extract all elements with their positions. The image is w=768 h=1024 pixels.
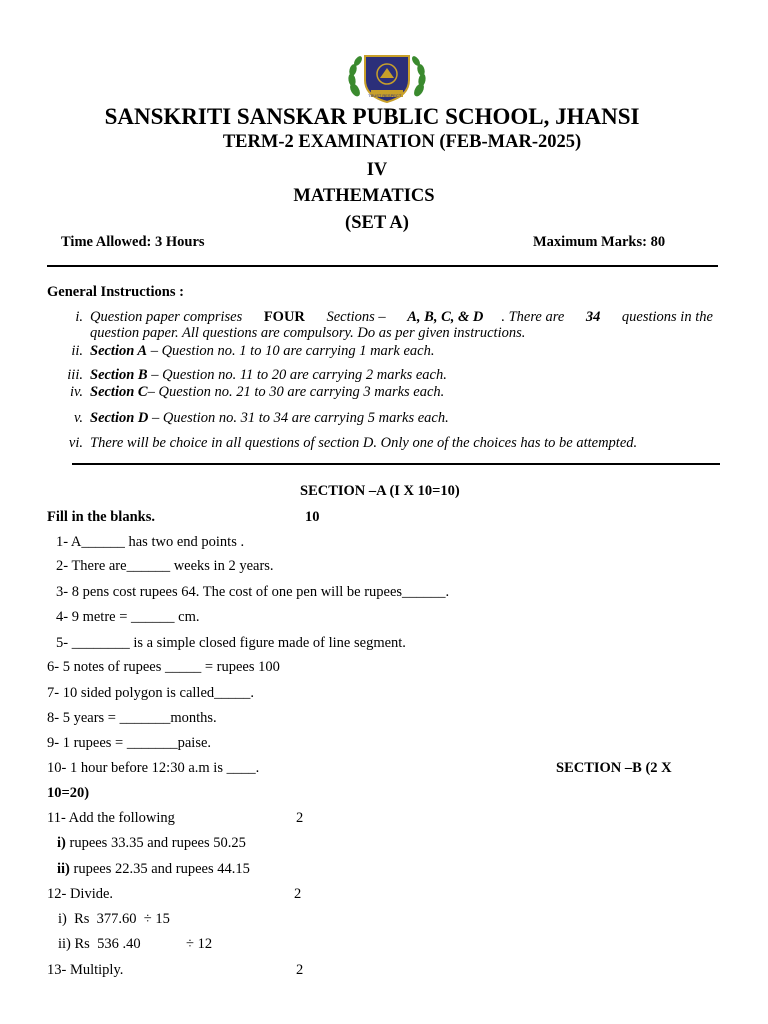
section-b-heading-cont: 10=20) xyxy=(47,785,90,801)
question-13-marks: 2 xyxy=(296,962,304,978)
question-12-i: i) Rs 377.60 ÷ 15 xyxy=(58,911,170,927)
fill-blanks-heading: Fill in the blanks. xyxy=(47,509,155,525)
header-divider xyxy=(47,265,718,267)
question-6: 6- 5 notes of rupees _____ = rupees 100 xyxy=(47,659,280,675)
time-allowed: Time Allowed: 3 Hours xyxy=(61,234,205,250)
section-name: Section A xyxy=(90,343,148,359)
school-name: SANSKRITI SANSKAR PUBLIC SCHOOL, JHANSI xyxy=(104,104,640,129)
question-11-marks: 2 xyxy=(296,810,304,826)
instruction-text: – Question no. 1 to 10 are carrying 1 mark each. xyxy=(147,343,435,359)
instructions-divider xyxy=(72,463,720,465)
max-marks: Maximum Marks: 80 xyxy=(533,234,666,250)
section-name: Section C xyxy=(90,384,148,400)
set-label: (SET A) xyxy=(345,213,409,233)
instruction-word: FOUR xyxy=(263,309,305,325)
section-a-heading: SECTION –A (I X 10=10) xyxy=(300,483,460,499)
question-3: 3- 8 pens cost rupees 64. The cost of one pen will be rupees______. xyxy=(56,584,450,600)
instruction-word: A, B, C, & D xyxy=(407,309,484,325)
instruction-word: Sections – xyxy=(322,309,390,325)
instruction-item-2 xyxy=(90,343,435,360)
question-4: 4- 9 metre = ______ cm. xyxy=(56,609,200,625)
question-1: 1- A______ has two end points . xyxy=(56,534,245,550)
question-12-ii-divisor: ÷ 12 xyxy=(186,936,213,952)
instructions-heading: General Instructions : xyxy=(47,284,184,300)
instruction-num: vi. xyxy=(68,435,83,451)
class-label: IV xyxy=(366,160,388,180)
question-2: 2- There are______ weeks in 2 years. xyxy=(56,558,274,574)
sub-text: rupees 33.35 and rupees 50.25 xyxy=(65,835,246,851)
instruction-item-5 xyxy=(90,410,449,427)
question-5: 5- ________ is a simple closed figure made of line segment. xyxy=(56,635,406,651)
question-9: 9- 1 rupees = _______paise. xyxy=(47,735,212,751)
instruction-text: – Question no. 31 to 34 are carrying 5 marks each. xyxy=(148,410,449,426)
instruction-item-3 xyxy=(90,367,447,384)
question-12-marks: 2 xyxy=(294,886,302,902)
instruction-num: iii. xyxy=(67,367,83,383)
instruction-text: – Question no. 21 to 30 are carrying 3 marks each. xyxy=(147,384,445,400)
question-11: 11- Add the following xyxy=(47,810,175,826)
question-12-ii: ii) Rs 536 .40 xyxy=(58,936,141,952)
instruction-item-1-line2: question paper. All questions are compulsory. Do as per given instructions. xyxy=(90,325,526,341)
question-12: 12- Divide. xyxy=(47,886,114,902)
instruction-num: i. xyxy=(75,309,83,325)
instruction-item-6: There will be choice in all questions of section D. Only one of the choices has to be attempted. xyxy=(90,435,638,451)
question-8: 8- 5 years = _______months. xyxy=(47,710,217,726)
instruction-num: ii. xyxy=(71,343,83,359)
sub-label: ii) xyxy=(57,861,70,877)
instruction-word: Question paper comprises xyxy=(90,309,246,325)
question-11-ii xyxy=(57,861,250,878)
instruction-item-4 xyxy=(90,384,444,401)
section-name: Section B xyxy=(90,367,148,383)
instruction-num: iv. xyxy=(69,384,83,400)
question-7: 7- 10 sided polygon is called_____. xyxy=(47,685,255,701)
sub-label: i) xyxy=(57,835,66,851)
instruction-item-1 xyxy=(90,309,713,326)
instruction-text: – Question no. 11 to 20 are carrying 2 marks each. xyxy=(147,367,447,383)
question-10: 10- 1 hour before 12:30 a.m is ____. xyxy=(47,760,260,776)
instruction-word: 34 xyxy=(585,309,601,325)
instruction-num: v. xyxy=(74,410,83,426)
question-13: 13- Multiply. xyxy=(47,962,124,978)
instruction-word: questions in the xyxy=(618,309,713,325)
exam-title: TERM-2 EXAMINATION (FEB-MAR-2025) xyxy=(222,132,582,152)
section-name: Section D xyxy=(90,410,149,426)
sub-text: rupees 22.35 and rupees 44.15 xyxy=(69,861,250,877)
question-11-i xyxy=(57,835,246,852)
subject-label: MATHEMATICS xyxy=(293,186,435,206)
logo-motto: TRUST RESPECT xyxy=(368,93,402,98)
instruction-word: . There are xyxy=(501,309,568,325)
fill-blanks-marks: 10 xyxy=(305,509,320,525)
section-b-heading: SECTION –B (2 X xyxy=(556,760,672,776)
